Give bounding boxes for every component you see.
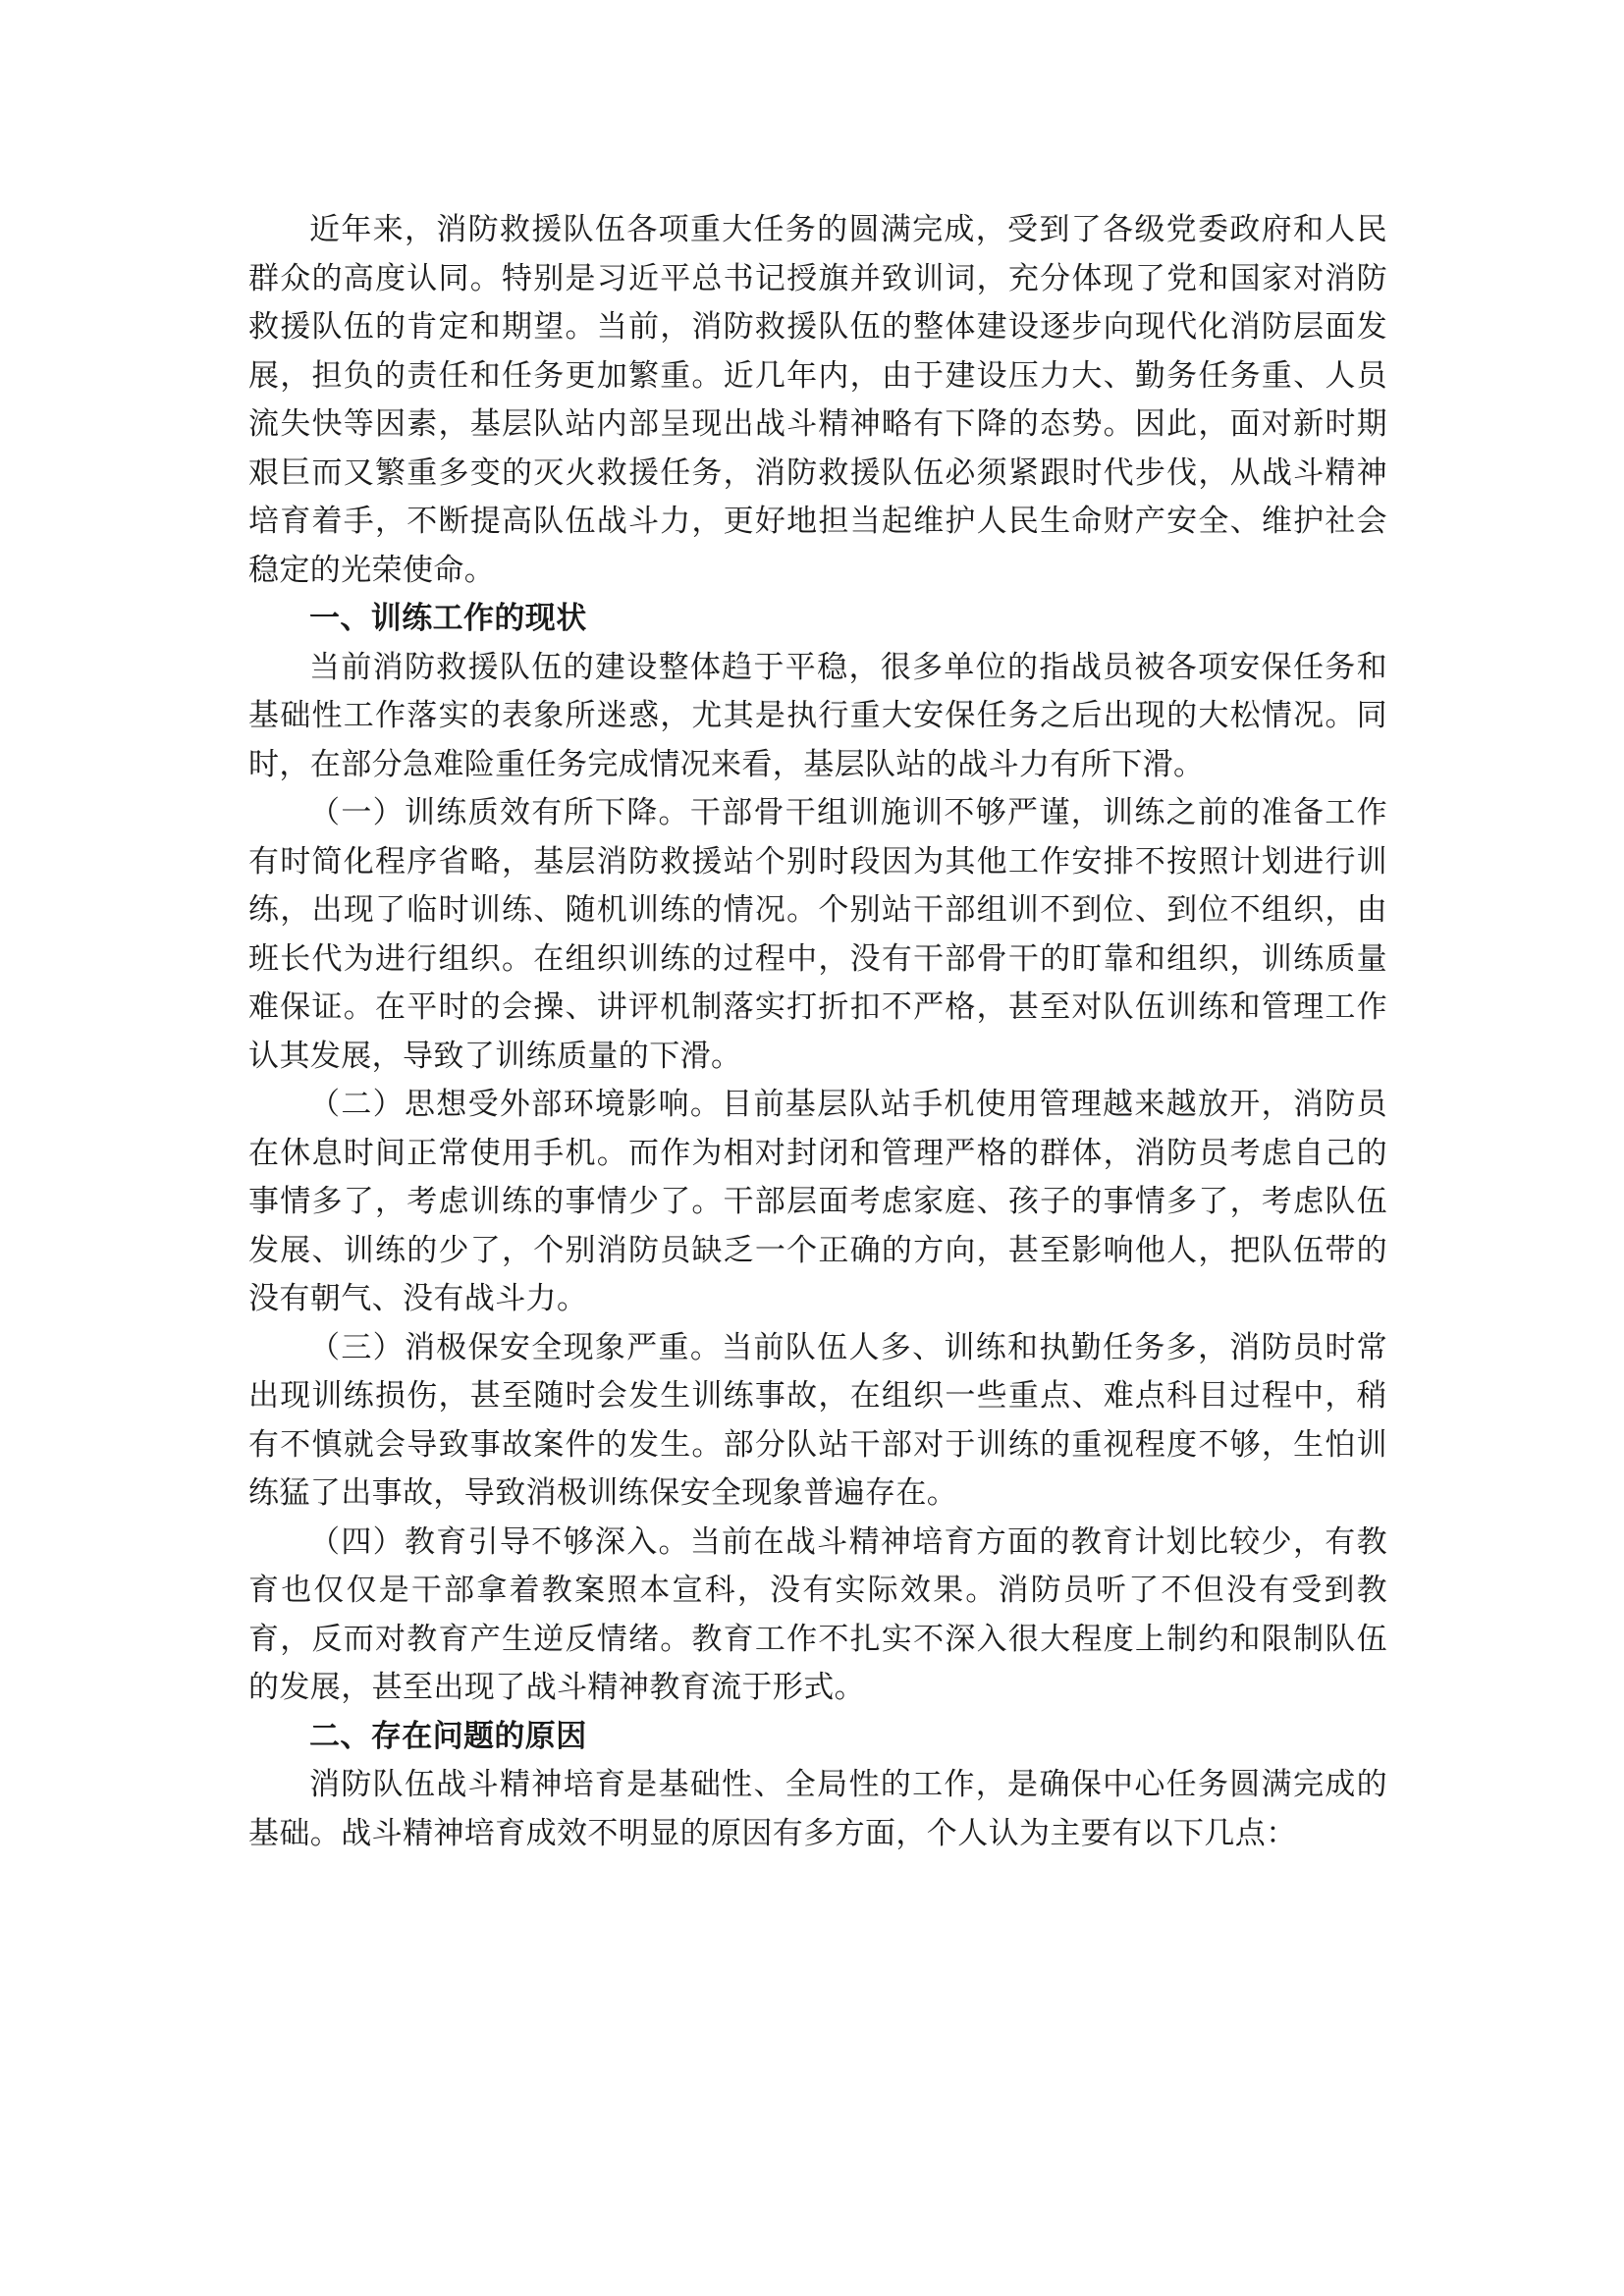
section-1-item-3: （三）消极保安全现象严重。当前队伍人多、训练和执勤任务多，消防员时常出现训练损伤，甚至随时会发生训练事故，在组织一些重点、难点科目过程中，稍有不慎就会导致事故案件的发生。部分队站干部对于训练的重视程度不够，生怕训练猛了出事故，导致消极训练保安全现象普遍存在。	[248, 1329, 1387, 1511]
section-1-item-1: （一）训练质效有所下降。干部骨干组训施训不够严谨，训练之前的准备工作有时简化程序省略，基层消防救援站个别时段因为其他工作安排不按照计划进行训练，出现了临时训练、随机训练的情况。个别站干部组训不到位、到位不组织，由班长代为进行组织。在组织训练的过程中，没有干部骨干的盯靠和组织，训练质量难保证。在平时的会操、讲评机制落实打折扣不严格，甚至对队伍训练和管理工作认其发展，导致了训练质量的下滑。	[248, 795, 1387, 1074]
section-2-lead-paragraph: 消防队伍战斗精神培育是基础性、全局性的工作，是确保中心任务圆满完成的基础。战斗精神培育成效不明显的原因有多方面，个人认为主要有以下几点：	[248, 1767, 1387, 1851]
section-1-item-4: （四）教育引导不够深入。当前在战斗精神培育方面的教育计划比较少，有教育也仅仅是干部拿着教案照本宣科，没有实际效果。消防员听了不但没有受到教育，反而对教育产生逆反情绪。教育工作不扎实不深入很大程度上制约和限制队伍的发展，甚至出现了战斗精神教育流于形式。	[248, 1523, 1387, 1705]
document-body	[248, 206, 1387, 1858]
section-1-item-2: （二）思想受外部环境影响。目前基层队站手机使用管理越来越放开，消防员在休息时间正常使用手机。而作为相对封闭和管理严格的群体，消防员考虑自己的事情多了，考虑训练的事情少了。干部层面考虑家庭、孩子的事情多了，考虑队伍发展、训练的少了，个别消防员缺乏一个正确的方向，甚至影响他人，把队伍带的没有朝气、没有战斗力。	[248, 1087, 1387, 1316]
section-1-lead-paragraph: 当前消防救援队伍的建设整体趋于平稳，很多单位的指战员被各项安保任务和基础性工作落实的表象所迷惑，尤其是执行重大安保任务之后出现的大松情况。同时，在部分急难险重任务完成情况来看，基层队站的战斗力有所下滑。	[248, 649, 1387, 782]
section-heading-2: 二、存在问题的原因	[309, 1718, 587, 1754]
intro-paragraph: 近年来，消防救援队伍各项重大任务的圆满完成，受到了各级党委政府和人民群众的高度认同。特别是习近平总书记授旗并致训词，充分体现了党和国家对消防救援队伍的肯定和期望。当前，消防救援队伍的整体建设逐步向现代化消防层面发展，担负的责任和任务更加繁重。近几年内，由于建设压力大、勤务任务重、人员流失快等因素，基层队站内部呈现出战斗精神略有下降的态势。因此，面对新时期艰巨而又繁重多变的灭火救援任务，消防救援队伍必须紧跟时代步伐，从战斗精神培育着手，不断提高队伍战斗力，更好地担当起维护人民生命财产安全、维护社会稳定的光荣使命。	[248, 212, 1387, 588]
section-heading-1: 一、训练工作的现状	[309, 601, 587, 636]
